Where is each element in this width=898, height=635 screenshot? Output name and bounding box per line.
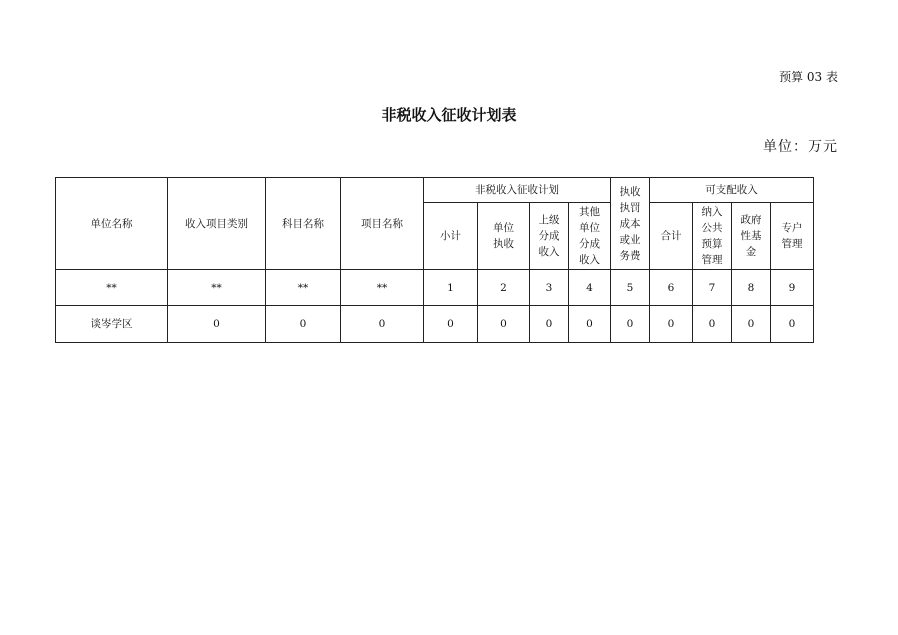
index-cell: 6 [650,270,693,306]
index-cell: 7 [693,270,732,306]
table-cell: 0 [341,306,424,343]
header-total: 合计 [650,203,693,270]
table-cell: 0 [530,306,569,343]
table-cell: 0 [266,306,341,343]
index-cell: 4 [569,270,611,306]
table-cell: 0 [611,306,650,343]
table-cell: 0 [168,306,266,343]
row-unit-name: 谈岑学区 [56,306,168,343]
table-cell: 0 [650,306,693,343]
index-cell: ** [56,270,168,306]
index-cell: 2 [478,270,530,306]
document-code: 预算 03 表 [779,70,838,84]
index-cell: 9 [771,270,814,306]
header-item-name: 项目名称 [341,178,424,270]
header-unit-collect: 单位 执收 [478,203,530,270]
index-cell: ** [341,270,424,306]
plan-table [55,177,814,343]
index-cell: 8 [732,270,771,306]
table-cell: 0 [478,306,530,343]
header-special-account: 专户 管理 [771,203,814,270]
table-row [56,306,814,343]
header-disposable-group: 可支配收入 [650,178,814,203]
page-title: 非税收入征收计划表 [381,106,517,124]
index-row [56,270,814,306]
header-nontax-group: 非税收入征收计划 [424,178,611,203]
table-cell: 0 [732,306,771,343]
header-upper-share: 上级 分成 收入 [530,203,569,270]
header-other-share: 其他 单位 分成 收入 [569,203,611,270]
table-cell: 0 [771,306,814,343]
index-cell: ** [266,270,341,306]
table-cell: 0 [569,306,611,343]
index-cell: ** [168,270,266,306]
header-public-budget: 纳入 公共 预算 管理 [693,203,732,270]
unit-label: 单位：万元 [763,139,838,155]
header-income-category: 收入项目类别 [168,178,266,270]
header-enforce-cost: 执收 执罚 成本 或业 务费 [611,178,650,270]
index-cell: 3 [530,270,569,306]
header-subtotal: 小计 [424,203,478,270]
table-cell: 0 [693,306,732,343]
index-cell: 1 [424,270,478,306]
header-unit-name: 单位名称 [56,178,168,270]
header-gov-fund: 政府 性基 金 [732,203,771,270]
index-cell: 5 [611,270,650,306]
table-cell: 0 [424,306,478,343]
header-subject-name: 科目名称 [266,178,341,270]
